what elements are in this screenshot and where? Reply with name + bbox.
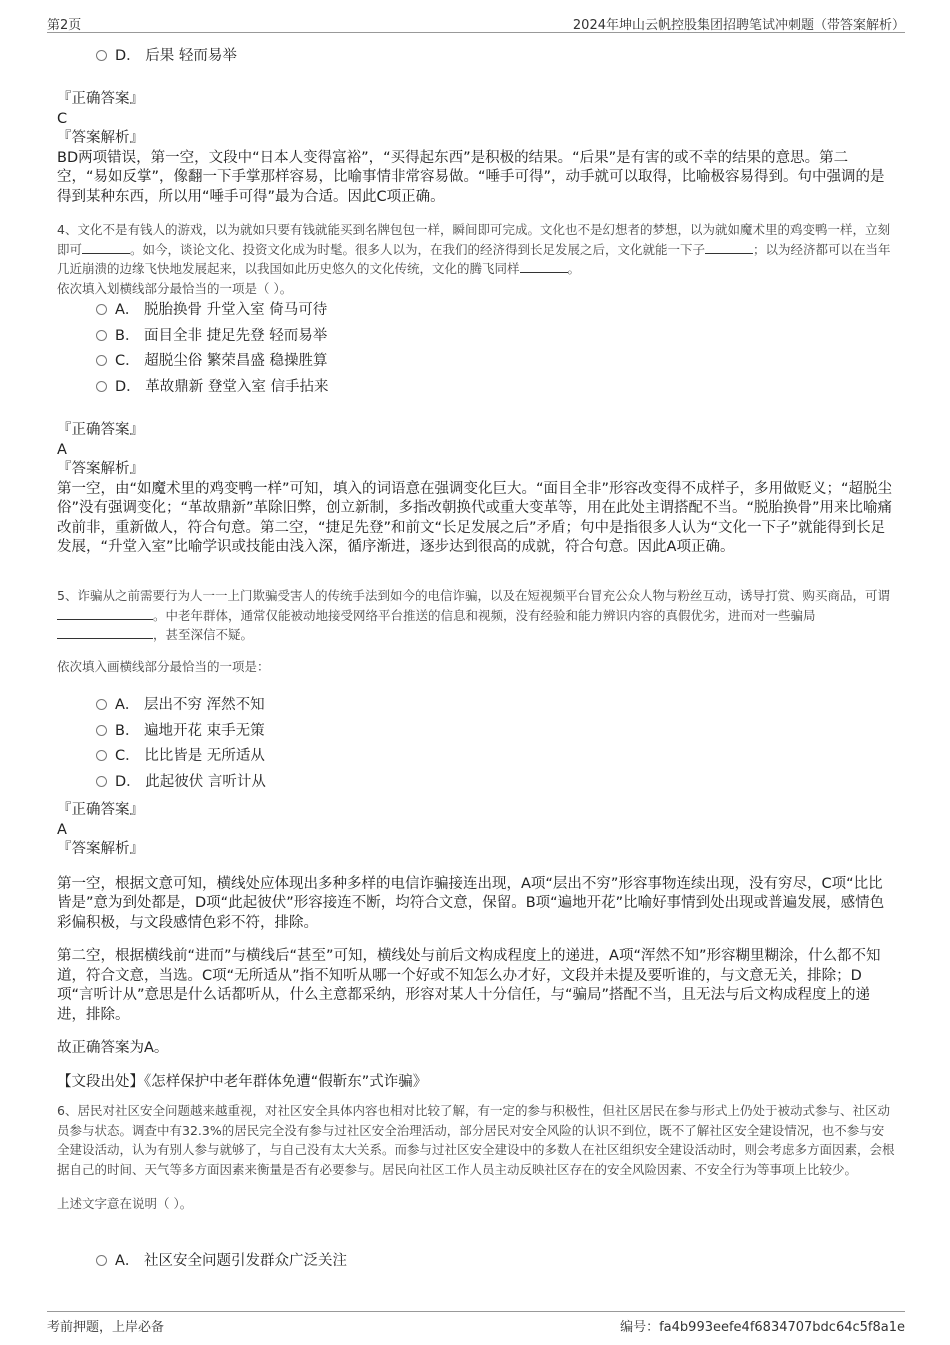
q3-option-d[interactable]: D． 后果 轻而易举 — [96, 45, 237, 67]
blank-line — [520, 260, 568, 273]
analysis-label: 『答案解析』 — [57, 461, 144, 477]
radio-icon[interactable] — [96, 304, 107, 315]
analysis-text: BD两项错误，第一空，文段中“日本人变得富裕”，“买得起东西”是积极的结果。“后果”是有害的或不幸的结果的意思。第二空，“易如反掌”，像翻一下手掌那样容易，比喻事情非常容易做。“唾手可得”，动手就可以取得，比喻极容易得到。句中强调的是得到某种东西，所以用“唾手可得”最为合适。因此C项正确。 — [57, 149, 885, 205]
radio-icon[interactable] — [96, 1255, 107, 1266]
answer-value: C — [57, 110, 68, 127]
question-prompt: 依次填入画横线部分最恰当的一项是： — [57, 658, 270, 674]
blank-line — [57, 607, 153, 620]
answer-value: A — [57, 821, 67, 838]
radio-icon[interactable] — [96, 776, 107, 787]
q4-option-c[interactable]: C． 超脱尘俗 繁荣昌盛 稳操胜算 — [96, 350, 327, 372]
document-title: 2024年坤山云帆控股集团招聘笔试冲刺题（带答案解析） — [572, 18, 905, 33]
radio-icon[interactable] — [96, 50, 107, 61]
q6-stem — [57, 1101, 895, 1214]
q6-option-a[interactable]: A． 社区安全问题引发群众广泛关注 — [96, 1250, 347, 1272]
blank-line — [82, 241, 130, 254]
footer-slogan: 考前押题，上岸必备 — [47, 1320, 165, 1335]
q5-answer-block — [57, 801, 895, 1092]
answer-label: 『正确答案』 — [57, 422, 144, 438]
document-id: 编号：fa4b993eefe4f6834707bdc64c5f8a1e — [620, 1320, 905, 1335]
question-stem: 6、居民对社区安全问题越来越重视，对社区安全具体内容也相对比较了解，有一定的参与积极性，但社区居民在参与形式上仍处于被动式参与、社区动员参与状态。调查中有32.3%的居民完全没有参与过社区安全治理活动，部分居民对安全风险的认识不到位，既不了解社区安全建设情况，也不参与安全建设活动，认为有别人参与就够了，与自己没有太大关系。而参与过社区安全建设中的多数人在社区组织安全建设活动时，则会考虑多方面因素，会根据自己的时间、天气等多方面因素来衡量是否有必要参与。居民向社区工作人员主动反映社区存在的安全风险因素、不安全行为等事项上比较少。 — [57, 1103, 895, 1177]
answer-label: 『正确答案』 — [57, 802, 144, 818]
radio-icon[interactable] — [96, 330, 107, 341]
q5-option-d[interactable]: D． 此起彼伏 言听计从 — [96, 771, 266, 793]
q5-option-b[interactable]: B． 遍地开花 束手无策 — [96, 720, 265, 742]
analysis-label: 『答案解析』 — [57, 841, 144, 857]
q5-option-a[interactable]: A． 层出不穷 浑然不知 — [96, 694, 265, 716]
answer-label: 『正确答案』 — [57, 91, 144, 107]
q4-answer-block — [57, 421, 895, 558]
question-stem: 4、文化不是有钱人的游戏，以为就如只要有钱就能买到名牌包包一样，瞬间即可完成。文化也不是幻想者的梦想，以为就如魔术里的鸡变鸭一样，立刻即可 。如今，谈论文化、投资文化成为时髦。很多人以为，在我们的经济得到长足发展之后，文化就能一下子 ；以为经济都可以在当年几近崩溃的边缘飞快地发展起来，以我国如此历史悠久的文化传统，文化的腾飞同样 。 — [57, 222, 891, 276]
page-footer — [47, 1311, 905, 1338]
question-stem: 5、诈骗从之前需要行为人一一上门欺骗受害人的传统手法到如今的电信诈骗，以及在短视频平台冒充公众人物与粉丝互动，诱导打赏、购买商品，可谓。中老年群体，通常仅能被动地接受网络平台推送的信息和视频，没有经验和能力辨识内容的真假优劣，进而对一些骗局，甚至深信不疑。 — [57, 588, 890, 642]
question-prompt: 依次填入划横线部分最恰当的一项是（ ）。 — [57, 280, 293, 296]
radio-icon[interactable] — [96, 725, 107, 736]
analysis-text: 第一空，由“如魔术里的鸡变鸭一样”可知，填入的词语意在强调变化巨大。“面目全非”形容改变得不成样子，多用做贬义；“超脱尘俗”没有强调变化；“革故鼎新”革除旧弊，创立新制，多指改朝换代或重大变革等，用在此处主谓搭配不当。“脱胎换骨”用来比喻痛改前非，重新做人，符合句意。第二空，“捷足先登”和前文“长足发展之后”矛盾；句中是指很多人认为“文化一下子”就能得到长足发展，“升堂入室”比喻学识或技能由浅入深，循序渐进，逐步达到很高的成就，符合句意。因此A项正确。 — [57, 480, 893, 555]
q4-option-d[interactable]: D． 革故鼎新 登堂入室 信手拈来 — [96, 376, 329, 398]
analysis-paragraph: 第一空，根据文意可知，横线处应体现出多种多样的电信诈骗接连出现，A项“层出不穷”形容事物连续出现，没有穷尽，C项“比比皆是”意为到处都是，D项“此起彼伏”形容接连不断，均符合文意，保留。B项“遍地开花”比喻好事情到处出现或普遍发展，感情色彩偏积极，与文段感情色彩不符，排除。 — [57, 875, 885, 931]
q4-option-a[interactable]: A． 脱胎换骨 升堂入室 倚马可待 — [96, 299, 327, 321]
analysis-label: 『答案解析』 — [57, 130, 144, 146]
analysis-paragraph: 第二空，根据横线前“进而”与横线后“甚至”可知，横线处与前后文构成程度上的递进，A项“浑然不知”形容糊里糊涂，什么都不知道，符合文意，当选。C项“无所适从”指不知听从哪一个好或不知怎么办才好，文段并未提及要听谁的，与文意无关，排除；D项“言听计从”意思是什么话都听从，什么主意都采纳，形容对某人十分信任，与“骗局”搭配不当，且无法与后文构成程度上的递进，排除。 — [57, 948, 881, 1023]
radio-icon[interactable] — [96, 750, 107, 761]
page-number: 第2页 — [47, 18, 82, 33]
radio-icon[interactable] — [96, 381, 107, 392]
source-citation: 【文段出处】《怎样保护中老年群体免遭“假靳东”式诈骗》 — [57, 1073, 428, 1090]
q4-option-b[interactable]: B． 面目全非 捷足先登 轻而易举 — [96, 325, 327, 347]
question-prompt: 上述文字意在说明（ ）。 — [57, 1196, 193, 1211]
blank-line — [705, 241, 753, 254]
radio-icon[interactable] — [96, 699, 107, 710]
radio-icon[interactable] — [96, 355, 107, 366]
q5-stem — [57, 586, 895, 676]
q5-option-c[interactable]: C． 比比皆是 无所适从 — [96, 745, 265, 767]
q4-stem — [57, 220, 895, 298]
answer-value: A — [57, 441, 67, 458]
page-header — [47, 10, 905, 33]
q3-answer-block — [57, 90, 895, 207]
conclusion: 故正确答案为A。 — [57, 1040, 169, 1056]
blank-line — [57, 626, 153, 639]
